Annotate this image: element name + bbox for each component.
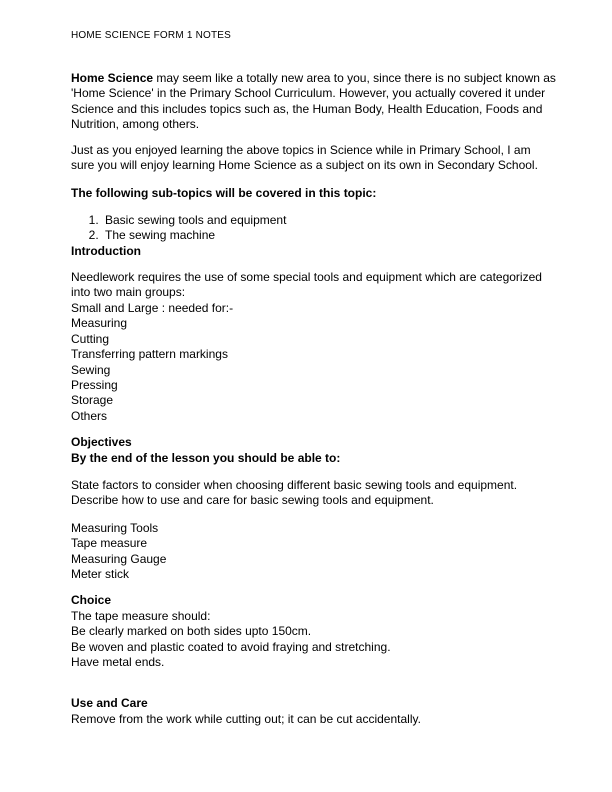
subtopics-heading: The following sub-topics will be covered in this topic: — [71, 186, 377, 201]
document-header: HOME SCIENCE FORM 1 NOTES — [71, 30, 232, 41]
choice-line: Be clearly marked on both sides upto 150cm. — [71, 624, 312, 639]
use-and-care-line: Remove from the work while cutting out; it can be cut accidentally. — [71, 711, 421, 726]
intro-paragraph-2: Just as you enjoyed learning the above topics in Science while in Primary School, I am sure you will enjoy learning Home Science as a subject on its own in Secondary School. — [71, 142, 538, 173]
choice-line: Have metal ends. — [71, 655, 165, 669]
subtopic-item-2: 2. The sewing machine — [102, 228, 556, 243]
introduction-line: Small and Large : needed for:- — [71, 300, 234, 315]
measuring-tools-line: Meter stick — [71, 566, 130, 581]
measuring-tools-line: Measuring Tools — [71, 520, 159, 535]
objectives-subheading: By the end of the lesson you should be able to: — [71, 450, 341, 465]
choice-line: Be woven and plastic coated to avoid fraying and stretching. — [71, 639, 391, 654]
measuring-tools-line: Tape measure — [71, 536, 148, 551]
measuring-tools-line: Measuring Gauge — [71, 551, 167, 566]
intro-paragraph-1 — [71, 71, 556, 133]
choice-heading: Choice — [71, 593, 112, 608]
introduction-line: Pressing — [71, 377, 118, 392]
introduction-line: Others — [71, 408, 108, 423]
measuring-tools-block — [71, 521, 556, 583]
introduction-paragraph: Needlework requires the use of some special tools and equipment which are categorized into two main groups: — [71, 270, 542, 300]
objectives-heading: Objectives — [71, 435, 132, 450]
introduction-line: Storage — [71, 393, 114, 408]
subtopic-item-1: 1. Basic sewing tools and equipment — [102, 213, 556, 228]
introduction-heading: Introduction — [71, 243, 141, 258]
objectives-line: Describe how to use and care for basic sewing tools and equipment. — [71, 493, 434, 508]
intro-paragraph-1-text: may seem like a totally new area to you, since there is no subject known as 'Home Science' in the Primary School Curriculum. However, you actually covered it under Science and this includes topics such as, the Human Body, Health Education, Foods and Nutrition, among others. — [71, 71, 556, 132]
introduction-line: Sewing — [71, 362, 111, 377]
introduction-line: Measuring — [71, 316, 128, 331]
introduction-body — [71, 270, 556, 424]
objectives-line: State factors to consider when choosing different basic sewing tools and equipment. — [71, 477, 518, 492]
use-and-care-block — [71, 696, 556, 727]
choice-block — [71, 593, 556, 670]
use-and-care-heading: Use and Care — [71, 696, 148, 711]
subtopics-list — [71, 213, 556, 244]
intro-lead-bold: Home Science — [71, 71, 154, 85]
objectives-body — [71, 478, 556, 509]
objectives-heading-block — [71, 435, 556, 466]
introduction-line: Transferring pattern markings — [71, 347, 228, 362]
choice-line: The tape measure should: — [71, 608, 211, 623]
introduction-line: Cutting — [71, 331, 110, 346]
